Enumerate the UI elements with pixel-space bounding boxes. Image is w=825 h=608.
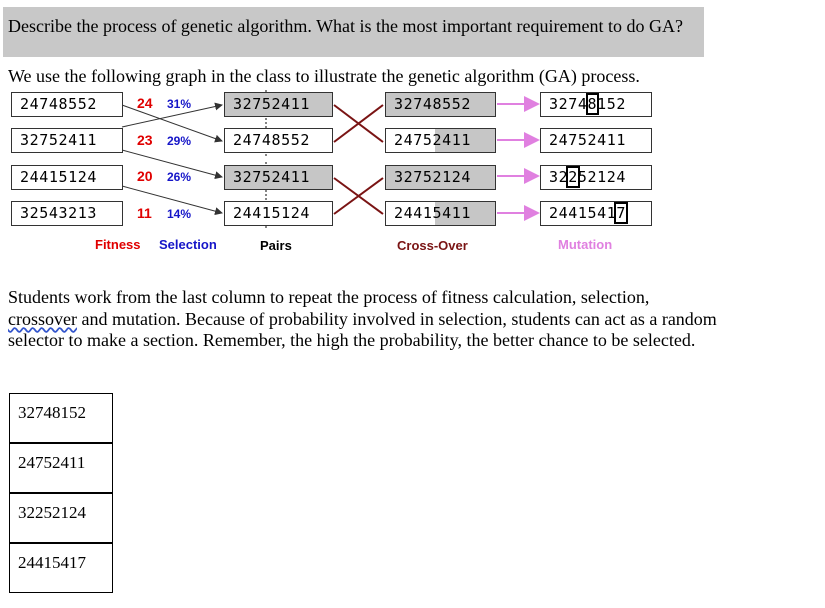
selection-percent: 29% bbox=[167, 134, 192, 148]
initial-chromosome: 32752411 bbox=[11, 128, 123, 153]
label-selection: Selection bbox=[159, 237, 217, 252]
selection-percent: 31% bbox=[167, 97, 192, 111]
initial-chromosome: 24415124 bbox=[11, 165, 123, 190]
pair-chromosome: 32752411 bbox=[224, 92, 333, 117]
mutation-chromosome: 32748152 bbox=[540, 92, 652, 117]
label-crossover: Cross-Over bbox=[397, 238, 468, 253]
result-chromosome-cell: 32748152 bbox=[9, 393, 113, 443]
pair-chromosome: 24748552 bbox=[224, 128, 333, 153]
selection-percent: 26% bbox=[167, 170, 192, 184]
selection-percent: 14% bbox=[167, 207, 192, 221]
result-chromosome-cell: 32252124 bbox=[9, 493, 113, 543]
pair-chromosome: 32752411 bbox=[224, 165, 333, 190]
crossover-cross bbox=[334, 105, 383, 142]
mutated-gene: 2 bbox=[568, 168, 578, 186]
crossover-chromosome: 32752124 bbox=[385, 165, 496, 190]
crossover-chromosome: 24415411 bbox=[385, 201, 496, 226]
pair-chromosome: 24415124 bbox=[224, 201, 333, 226]
label-fitness: Fitness bbox=[95, 237, 141, 252]
mutated-gene: 8 bbox=[587, 95, 598, 113]
fitness-value: 11 bbox=[137, 205, 152, 221]
mutation-chromosome: 24752411 bbox=[540, 128, 652, 153]
result-chromosome-cell: 24415417 bbox=[9, 543, 113, 593]
label-mutation: Mutation bbox=[558, 237, 613, 252]
crossover-chromosome: 24752411 bbox=[385, 128, 496, 153]
fitness-value: 20 bbox=[137, 168, 153, 184]
mutation-chromosome: 24415417 bbox=[540, 201, 652, 226]
result-chromosome-cell: 24752411 bbox=[9, 443, 113, 493]
question-heading: Describe the process of genetic algorithm. What is the most important requirement to do GA? bbox=[3, 7, 704, 57]
label-pairs: Pairs bbox=[260, 238, 292, 253]
instructions-paragraph: Students work from the last column to repeat the process of fitness calculation, selection, crossover and mutation. Because of probability involved in selection, students can act as a random selector to make a section. Remember, the high the probability, the better chance to be selected. bbox=[8, 287, 717, 350]
intro-text: We use the following graph in the class to illustrate the genetic algorithm (GA) process. bbox=[8, 66, 640, 86]
crossover-cross bbox=[334, 178, 383, 214]
mutated-gene: 7 bbox=[616, 204, 627, 222]
initial-chromosome: 24748552 bbox=[11, 92, 123, 117]
mutation-chromosome: 32252124 bbox=[540, 165, 652, 190]
fitness-value: 23 bbox=[137, 132, 153, 148]
fitness-value: 24 bbox=[137, 95, 153, 111]
crossover-chromosome: 32748552 bbox=[385, 92, 496, 117]
spellcheck-underlined-word: crossover bbox=[8, 308, 77, 329]
initial-chromosome: 32543213 bbox=[11, 201, 123, 226]
